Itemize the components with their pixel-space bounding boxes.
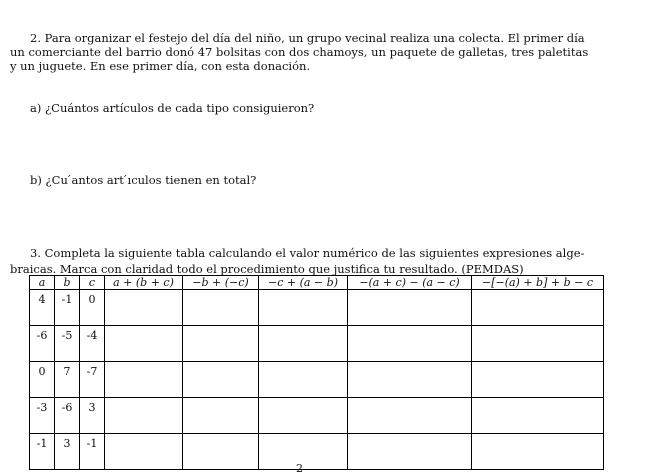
header-expr-5: −[−(a) + b] + b − c <box>472 276 604 290</box>
cell-c: -7 <box>80 362 105 398</box>
header-expr-3: −c + (a − b) <box>259 276 348 290</box>
header-expr-2: −b + (−c) <box>183 276 259 290</box>
answer-cell[interactable] <box>259 326 348 362</box>
table-row <box>30 434 604 470</box>
values-table <box>29 275 604 470</box>
answer-cell[interactable] <box>472 362 604 398</box>
answer-cell[interactable] <box>259 434 348 470</box>
cell-b: -5 <box>55 326 80 362</box>
problem-2-line-2: un comerciante del barrio donó 47 bolsitas con dos chamoys, un paquete de galletas, tres paletitas <box>10 45 589 59</box>
table-row <box>30 362 604 398</box>
problem-2-line-1: 2. Para organizar el festejo del día del niño, un grupo vecinal realiza una colecta. El primer día <box>30 31 585 45</box>
answer-cell[interactable] <box>105 434 183 470</box>
cell-a: -1 <box>30 434 55 470</box>
cell-a: 4 <box>30 290 55 326</box>
answer-cell[interactable] <box>348 398 472 434</box>
table-row <box>30 326 604 362</box>
cell-a: -3 <box>30 398 55 434</box>
answer-cell[interactable] <box>105 362 183 398</box>
table-row <box>30 398 604 434</box>
cell-c: 0 <box>80 290 105 326</box>
header-b: b <box>55 276 80 290</box>
answer-cell[interactable] <box>105 398 183 434</box>
problem-2-line-3: y un juguete. En ese primer día, con esta donación. <box>10 59 311 73</box>
answer-cell[interactable] <box>472 290 604 326</box>
cell-a: -6 <box>30 326 55 362</box>
header-expr-4: −(a + c) − (a − c) <box>348 276 472 290</box>
answer-cell[interactable] <box>348 362 472 398</box>
page-number: 2 <box>296 462 303 475</box>
header-c: c <box>80 276 105 290</box>
answer-cell[interactable] <box>348 434 472 470</box>
header-a: a <box>30 276 55 290</box>
answer-cell[interactable] <box>183 362 259 398</box>
cell-b: -6 <box>55 398 80 434</box>
answer-cell[interactable] <box>183 434 259 470</box>
answer-cell[interactable] <box>183 398 259 434</box>
part-b-question: b) ¿Cu ́antos art ́ıculos tienen en total? <box>30 173 257 187</box>
answer-cell[interactable] <box>472 434 604 470</box>
cell-b: 3 <box>55 434 80 470</box>
answer-cell[interactable] <box>348 290 472 326</box>
cell-c: -1 <box>80 434 105 470</box>
cell-b: -1 <box>55 290 80 326</box>
answer-cell[interactable] <box>105 326 183 362</box>
part-a-question: a) ¿Cuántos artículos de cada tipo consiguieron? <box>30 101 315 115</box>
answer-cell[interactable] <box>183 290 259 326</box>
answer-cell[interactable] <box>183 326 259 362</box>
answer-cell[interactable] <box>105 290 183 326</box>
header-expr-1: a + (b + c) <box>105 276 183 290</box>
cell-b: 7 <box>55 362 80 398</box>
problem-2-statement <box>10 31 600 73</box>
answer-cell[interactable] <box>348 326 472 362</box>
table-row <box>30 290 604 326</box>
cell-c: 3 <box>80 398 105 434</box>
answer-cell[interactable] <box>259 362 348 398</box>
answer-cell[interactable] <box>259 398 348 434</box>
answer-cell[interactable] <box>472 326 604 362</box>
problem-3-line-2: braicas. Marca con claridad todo el procedimiento que justifica tu resultado. (PEMDAS) <box>10 262 524 276</box>
answer-cell[interactable] <box>259 290 348 326</box>
table-header-row <box>30 276 604 290</box>
problem-3-line-1: 3. Completa la siguiente tabla calculando el valor numérico de las siguientes expresiones alge- <box>30 246 585 260</box>
answer-cell[interactable] <box>472 398 604 434</box>
cell-c: -4 <box>80 326 105 362</box>
cell-a: 0 <box>30 362 55 398</box>
